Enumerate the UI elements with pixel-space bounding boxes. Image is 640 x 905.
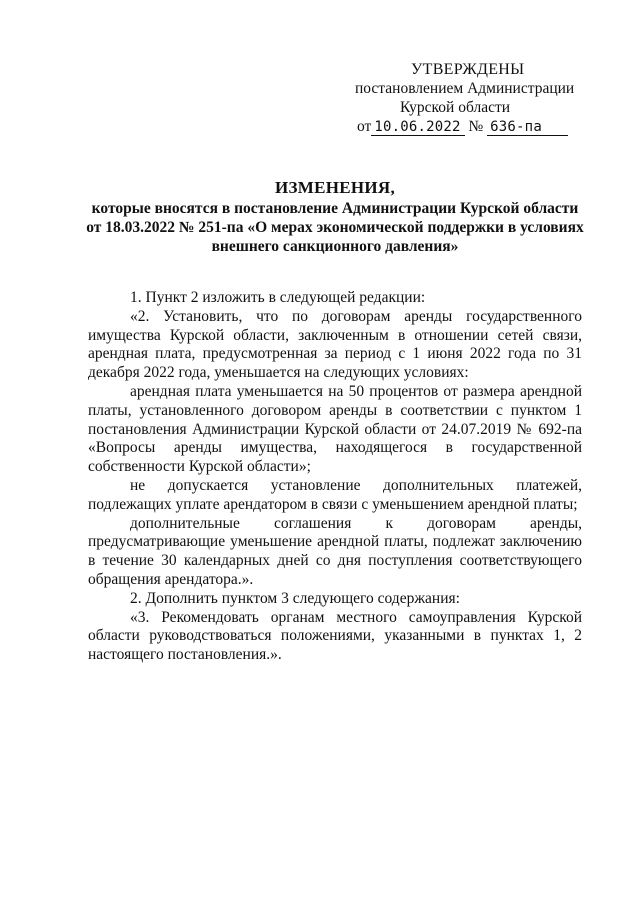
approval-date: 10.06.2022 (371, 119, 464, 136)
document-title: ИЗМЕНЕНИЯ, (274, 178, 396, 197)
paragraph-7: «3. Рекомендовать органам местного самоуправления Курской области руководствоваться положениями, указанными в пунктах 1, 2 настоящего постановления.». (88, 608, 582, 664)
date-prefix: от (357, 118, 372, 135)
paragraph-4: не допускается установление дополнительных платежей, подлежащих уплате арендатором в связи с уменьшением арендной платы; (88, 476, 582, 513)
approval-region-line: Курской области (400, 99, 511, 116)
paragraph-3: арендная плата уменьшается на 50 процентов от размера арендной платы, установленного договором аренды в соответствии с пунктом 1 постановления Администрации Курской области от 24.07.2019 № 692-па «Вопросы аренды имущества, находящегося в государственной собственности Курской области»; (88, 382, 582, 476)
number-prefix: № (468, 118, 484, 135)
approval-number: 636-па (487, 119, 568, 136)
paragraph-6: 2. Дополнить пунктом 3 следующего содержания: (130, 589, 460, 607)
approval-by-line: постановлением Администрации (355, 80, 575, 97)
paragraph-2: «2. Установить, что по договорам аренды государственного имущества Курской области, заключенным в отношении сетей связи, арендная плата, предусмотренная за период с 1 июня 2022 года по 31 декабря 2022 года, уменьшается на следующих условиях: (88, 307, 582, 382)
paragraph-1: 1. Пункт 2 изложить в следующей редакции: (130, 289, 426, 306)
document-subtitle-line-3: внешнего санкционного давления» (211, 238, 459, 255)
document-subtitle-line-1: которые вносятся в постановление Администрации Курской области (91, 200, 579, 217)
approval-title: УТВЕРЖДЕНЫ (411, 61, 525, 78)
document-body (88, 289, 582, 665)
paragraph-5: дополнительные соглашения к договорам аренды, предусматривающие уменьшение арендной платы, подлежат заключению в течение 30 календарных дней со дня поступления соответствующего обращения арендатора.». (88, 514, 582, 588)
document-subtitle-line-2: от 18.03.2022 № 251-па «О мерах экономической поддержки в условиях (86, 219, 584, 236)
approval-stamp (340, 60, 590, 136)
approval-date-row (340, 117, 590, 136)
document-heading (60, 178, 610, 256)
